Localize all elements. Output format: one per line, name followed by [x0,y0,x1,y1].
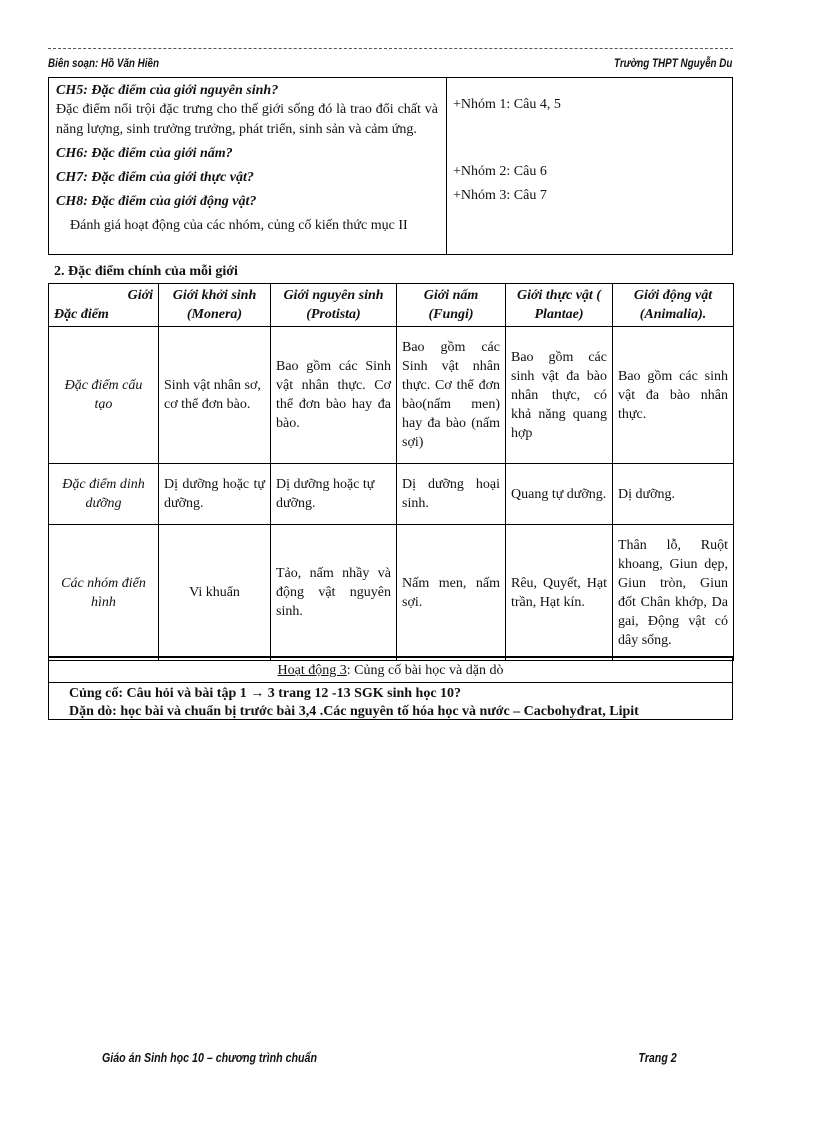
header-top-rule [48,48,733,49]
table-cell: Sinh vật nhân sơ, cơ thể đơn bào. [159,327,271,464]
question-ch5: CH5: Đặc điểm của giới nguyên sinh? [56,83,279,98]
question-ch8: CH8: Đặc điểm của giới động vật? [56,194,257,209]
activity3-heading [48,656,733,683]
row-header-structure: Đặc điểm cấu tạo [49,327,159,464]
section-title: 2. Đặc điểm chính của mỗi giới [54,264,238,279]
school-name: Trường THPT Nguyễn Du [613,56,732,70]
table-cell: Tảo, nấm nhầy và động vật nguyên sinh. [271,525,397,661]
question-ch6: CH6: Đặc điểm của giới nấm? [56,146,233,161]
activity3-label: Hoạt động 3 [277,663,347,678]
table-cell: Dị dưỡng hoại sinh. [397,464,506,525]
col-header-plantae: Giới thực vật ( Plantae) [506,284,613,327]
corner-top-label: Giới [127,288,153,303]
author-line: Biên soạn: Hồ Văn Hiền [48,56,159,70]
table-cell: Bao gồm các sinh vật đa bào nhân thực, có khả năng quang hợp [506,327,613,464]
question-ch7: CH7: Đặc điểm của giới thực vật? [56,170,254,185]
table-cell: Bao gồm các sinh vật đa bào nhân thực. [613,327,734,464]
row-header-groups: Các nhóm điển hình [49,525,159,661]
evaluation-note: Đánh giá hoạt động của các nhóm, củng cố kiến thức mục II [70,218,408,233]
page-number: Trang 2 [638,1050,677,1065]
activity-groups [446,77,733,255]
table-corner-header [49,284,159,327]
summary-box [48,682,733,720]
activity3-text: : Củng cố bài học và dặn dò [346,663,504,678]
table-cell: Bao gồm các Sinh vật nhân thực. Cơ thể đơn bào hay đa bào. [271,327,397,464]
table-cell: Bao gồm các Sinh vật nhân thực. Cơ thể đơn bào(nấm men) hay đa bào (nấm sợi) [397,327,506,464]
table-cell: Nấm men, nấm sợi. [397,525,506,661]
table-cell: Dị dưỡng hoặc tự dưỡng. [271,464,397,525]
col-header-fungi: Giới nấm (Fungi) [397,284,506,327]
col-header-monera: Giới khởi sinh (Monera) [159,284,271,327]
table-cell: Thân lỗ, Ruột khoang, Giun dẹp, Giun tròn, Giun đốt Chân khớp, Da gai, Động vật có dây sống. [613,525,734,661]
table-cell: Rêu, Quyết, Hạt trần, Hạt kín. [506,525,613,661]
footer-title: Giáo án Sinh học 10 – chương trình chuẩn [102,1050,317,1065]
group-1: +Nhóm 1: Câu 4, 5 [453,97,561,112]
col-header-protista: Giới nguyên sinh (Protista) [271,284,397,327]
answer-ch5: Đặc điểm nổi trội đặc trưng cho thế giới sống đó là trao đổi chất và năng lượng, sinh trưởng trưởng, phát triển, sinh sản và cảm ứng. [56,102,438,137]
table-cell: Dị dưỡng hoặc tự dưỡng. [159,464,271,525]
table-cell: Vi khuẩn [159,525,271,661]
table-cell: Quang tự dưỡng. [506,464,613,525]
group-3: +Nhóm 3: Câu 7 [453,188,547,203]
col-header-animalia: Giới động vật (Animalia). [613,284,734,327]
consolidation-line: Củng cố: Câu hỏi và bài tập 1 → 3 trang 12 -13 SGK sinh học 10? [69,686,462,701]
table-cell: Dị dưỡng. [613,464,734,525]
homework-line: Dặn dò: học bài và chuẩn bị trước bài 3,4 .Các nguyên tố hóa học và nước – Cacbohyđrat, Lipit [69,704,639,719]
row-header-nutrition: Đặc điểm dinh dưỡng [49,464,159,525]
activity-questions [48,77,446,239]
kingdoms-table [48,283,734,661]
corner-bottom-label: Đặc điểm [54,307,109,322]
group-2: +Nhóm 2: Câu 6 [453,164,547,179]
